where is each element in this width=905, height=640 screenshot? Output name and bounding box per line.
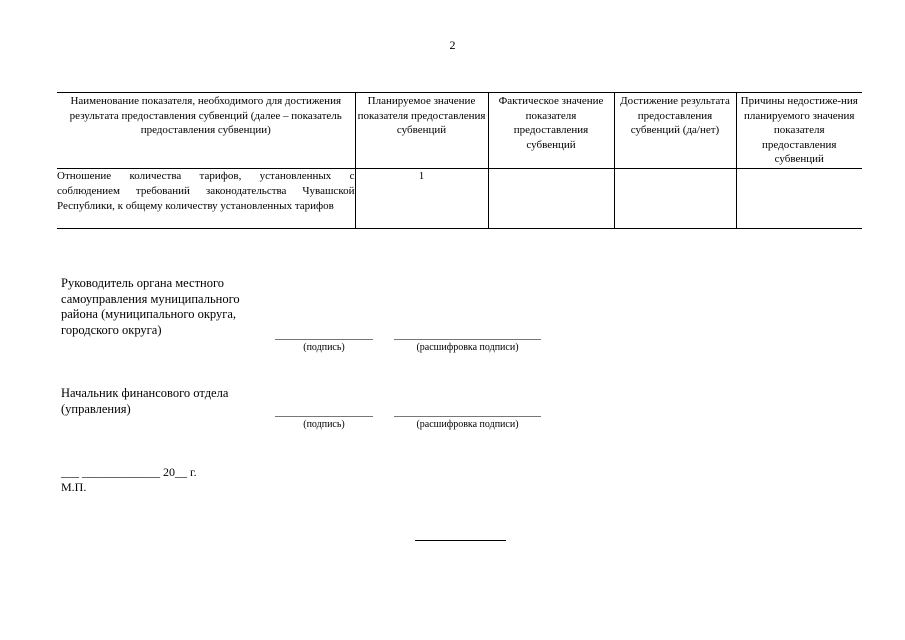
cell-actual-value (488, 169, 614, 229)
signature-line (275, 339, 373, 340)
stamp-mark: М.П. (61, 480, 87, 494)
cell-indicator-name: Отношение количества тарифов, установленных с соблюдением требований законодательства Чувашской Республики, к общему количеству установленных тарифов (57, 169, 355, 229)
header-actual-value: Фактическое значение показателя предоставления субвенций (488, 93, 614, 169)
cell-achievement (614, 169, 736, 229)
signature-caption: (подпись) (303, 342, 345, 353)
indicator-table (57, 92, 862, 229)
closing-rule (415, 540, 506, 541)
table-row (57, 169, 862, 229)
decoding-line (394, 416, 541, 417)
decoding-caption: (расшифровка подписи) (416, 342, 519, 353)
page-number: 2 (449, 38, 456, 52)
cell-planned-value: 1 (355, 169, 488, 229)
cell-reasons (736, 169, 862, 229)
table-header-row (57, 93, 862, 169)
header-achievement: Достижение результата предоставления субвенций (да/нет) (614, 93, 736, 169)
decoding-line (394, 339, 541, 340)
header-indicator-name: Наименование показателя, необходимого для достижения результата предоставления субвенций (далее – показатель предоставления субвенции) (57, 93, 355, 169)
decoding-caption: (расшифровка подписи) (416, 419, 519, 430)
signature-caption: (подпись) (303, 419, 345, 430)
date-line: ___ _____________ 20__ г. (61, 465, 197, 479)
head-of-administration-title: Руководитель органа местного самоуправления муниципального района (муниципального округа, городского округа) (61, 276, 240, 337)
header-planned-value: Планируемое значение показателя предоставления субвенций (355, 93, 488, 169)
signature-line (275, 416, 373, 417)
header-reasons: Причины недостиже-ния планируемого значения показателя предоставления субвенций (736, 93, 862, 169)
finance-head-title: Начальник финансового отдела (управления) (61, 386, 229, 416)
